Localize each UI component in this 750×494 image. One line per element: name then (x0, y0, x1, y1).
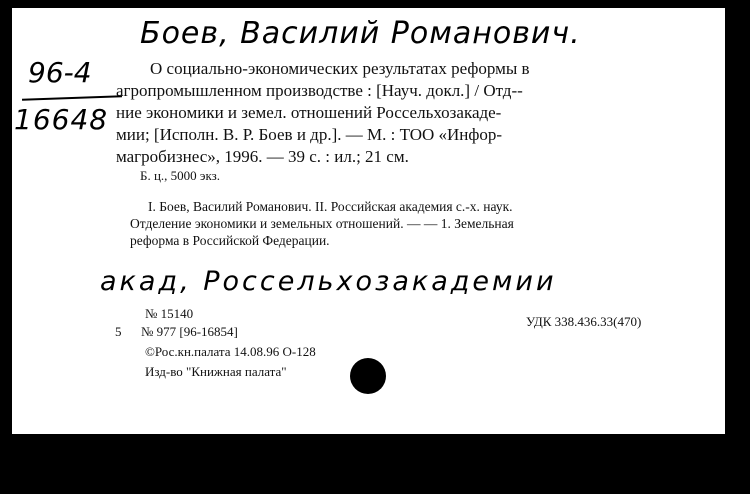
record-number: № 15140 (145, 306, 194, 321)
book-chamber-stamp: ©Рос.кн.палата 14.08.96 О-128 (145, 344, 316, 359)
description-line: мии; [Исполн. В. Р. Боев и др.]. — М. : ТОО «Инфор- (116, 125, 503, 144)
bibliographic-description (116, 58, 694, 168)
description-line: О социально-экономических результатах реформы в (150, 59, 530, 78)
publisher-line: Изд-во "Книжная палата" (145, 364, 287, 379)
udk-code: УДК 338.436.33(470) (526, 314, 642, 329)
record-count: 5 (115, 324, 122, 339)
handwritten-bottom-note: акад, Россельхозакадемии (100, 266, 557, 297)
record-second-line (115, 324, 238, 340)
handwritten-classmark-bottom: 16648 (14, 103, 109, 136)
catalog-card (12, 8, 725, 434)
record-second-number: № 977 [96-16854] (141, 324, 238, 339)
tracing-line: реформа в Российской Федерации. (130, 233, 330, 248)
description-line: ние экономики и земел. отношений Россельхозакаде- (116, 103, 502, 122)
handwritten-classmark-top: 96-4 (28, 56, 92, 89)
description-line: агропромышленном производстве : [Науч. докл.] / Отд-- (116, 81, 523, 100)
tracing-line: Отделение экономики и земельных отношений. — — 1. Земельная (130, 216, 514, 231)
handwritten-author-heading: Боев, Василий Романович. (140, 16, 581, 51)
punched-hole (350, 358, 386, 394)
description-line: магробизнес», 1996. — 39 с. : ил.; 21 см. (116, 147, 409, 166)
price-and-print-run: Б. ц., 5000 экз. (140, 168, 221, 183)
tracings (130, 198, 686, 249)
tracing-line: I. Боев, Василий Романович. II. Российская академия с.-х. наук. (148, 199, 513, 214)
classmark-divider (22, 95, 122, 100)
